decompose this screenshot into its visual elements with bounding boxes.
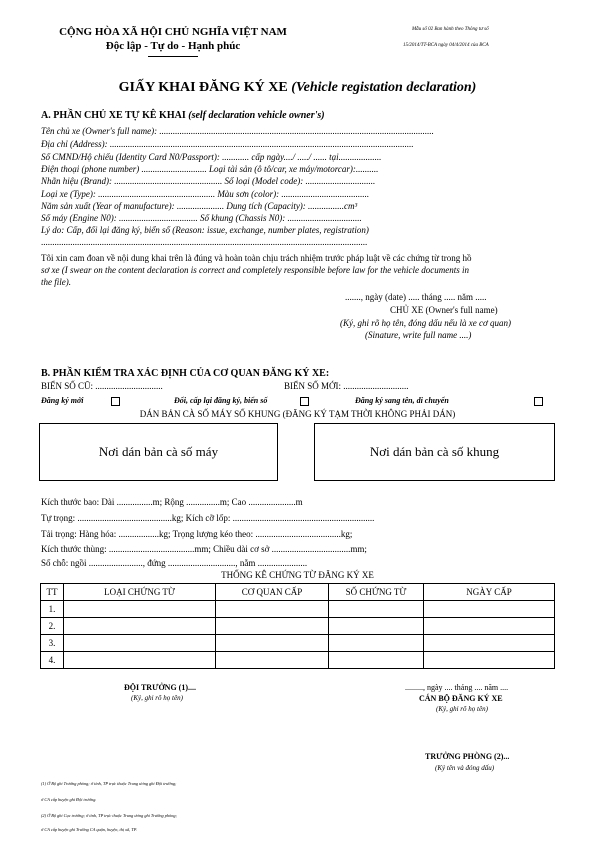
id-card-field: Số CMND/Hộ chiếu (Identity Card N0/Passport): ............ cấp ngày..../ ...../ ...... tại................... xyxy=(41,152,382,162)
form-reference-line-1: Mẫu số 02 Ban hành theo Thông tư số xyxy=(412,27,489,32)
section-a-title-en: (self declaration vehicle owner's) xyxy=(188,110,325,121)
load-capacity-field: Tải trọng: Hàng hóa: ..................kg; Trọng lượng kéo theo: ......................................kg; xyxy=(41,529,353,539)
engine-number-paste-box xyxy=(39,423,278,481)
reason-blank-line: ................................................................................................................................................. xyxy=(41,237,368,247)
option-new-registration-label: Đăng ký mới xyxy=(41,396,84,405)
team-leader-note: (Ký, ghi rõ họ tên) xyxy=(131,694,183,702)
table-row xyxy=(41,601,555,618)
cargo-wheelbase-field: Kích thước thùng: ......................................mm; Chiều dài cơ sở ...................................mm; xyxy=(41,544,367,554)
option-new-registration-checkbox[interactable] xyxy=(111,397,120,406)
owner-signature-note: (Ký, ghi rõ họ tên, đóng dấu nếu là xe cơ quan) xyxy=(340,318,512,328)
table-row xyxy=(41,618,555,635)
engine-paste-label: Nơi dán bản cà số máy xyxy=(98,444,219,459)
new-plate-field: BIỂN SỐ MỚI: ............................. xyxy=(284,381,409,391)
address-field: Địa chỉ (Address): ....................................................................................................................................... xyxy=(41,139,414,149)
republic-header: CỘNG HÒA XÃ HỘI CHỦ NGHĨA VIỆT NAM xyxy=(59,26,287,38)
table-cell[interactable] xyxy=(424,601,555,618)
title-main: GIẤY KHAI ĐĂNG KÝ XE xyxy=(118,80,288,95)
document-title xyxy=(0,80,595,96)
table-header-row xyxy=(41,584,555,601)
footnote-1-cont: ở CA cấp huyện ghi Đội trưởng. xyxy=(41,797,97,802)
section-a-heading xyxy=(41,110,325,121)
footnote-1: (1) Ở Bộ ghi Trưởng phòng; ở tỉnh, TP trực thuộc Trung ương ghi Đội trưởng; xyxy=(41,781,177,786)
option-reissue-checkbox[interactable] xyxy=(300,397,309,406)
weight-tire-field: Tự trọng: ..........................................kg; Kích cỡ lốp: ............................................................... xyxy=(41,513,375,523)
table-row xyxy=(41,635,555,652)
table-cell[interactable] xyxy=(216,652,329,669)
table-cell[interactable] xyxy=(424,635,555,652)
col-header-no: TT xyxy=(41,584,64,601)
row-number: 3. xyxy=(41,635,64,652)
footnote-2-cont: ở CA cấp huyện ghi Trưởng CA quận, huyện, thị xã, TP. xyxy=(41,827,137,832)
title-english: (Vehicle registation declaration) xyxy=(291,80,477,95)
table-cell[interactable] xyxy=(329,652,424,669)
owner-name-field: Tên chủ xe (Owner's full name): .......................................................................................................................... xyxy=(41,126,434,136)
col-header-issue-date: NGÀY CẤP xyxy=(424,584,555,601)
table-cell[interactable] xyxy=(216,601,329,618)
table-cell[interactable] xyxy=(64,601,216,618)
table-cell[interactable] xyxy=(216,635,329,652)
commitment-line-3: the file). xyxy=(41,277,71,287)
table-cell[interactable] xyxy=(64,618,216,635)
reason-field: Lý do: Cấp, đổi lại đăng ký, biển số (Reason: issue, exchange, number plates, registration) xyxy=(41,225,369,235)
year-capacity-field: Năm sản xuất (Year of manufacture): ..................... Dung tích (Capacity): ................cm³ xyxy=(41,201,358,211)
type-color-field: Loại xe (Type): .................................................... Màu sơn (color): ....................................... xyxy=(41,189,370,199)
table-cell[interactable] xyxy=(329,601,424,618)
chassis-paste-label: Nơi dán bản cà số khung xyxy=(369,444,500,459)
footnote-2: (2) Ở Bộ ghi Cục trưởng; ở tỉnh, TP trực thuộc Trung ương ghi Trưởng phòng; xyxy=(41,813,177,818)
table-cell[interactable] xyxy=(424,618,555,635)
documents-table xyxy=(40,583,555,669)
table-row xyxy=(41,652,555,669)
old-plate-field: BIỂN SỐ CŨ: .............................. xyxy=(41,381,163,391)
owner-signature-title: CHỦ XE (Owner's full name) xyxy=(390,305,498,315)
owner-signature-note-en: (Sinature, write full name ....) xyxy=(365,330,472,340)
officer-note: (Ký, ghi rõ họ tên) xyxy=(436,705,488,713)
dimensions-field: Kích thước bao: Dài ................m; Rộng ...............m; Cao .....................m xyxy=(41,497,303,507)
table-cell[interactable] xyxy=(329,635,424,652)
row-number: 4. xyxy=(41,652,64,669)
table-cell[interactable] xyxy=(216,618,329,635)
option-transfer-label: Đăng ký sang tên, di chuyển xyxy=(355,396,449,405)
officer-title: CÁN BỘ ĐĂNG KÝ XE xyxy=(419,694,503,703)
engine-chassis-field: Số máy (Engine N0): ................................... Số khung (Chassis N0): ................................. xyxy=(41,213,362,223)
commitment-line-2: sơ xe (I swear on the content declaration is correct and completely responsible before law for the vehicle documents in xyxy=(41,265,469,275)
option-transfer-checkbox[interactable] xyxy=(534,397,543,406)
option-reissue-label: Đổi, cấp lại đăng ký, biển số xyxy=(174,396,268,405)
table-cell[interactable] xyxy=(329,618,424,635)
section-a-title: A. PHẦN CHỦ XE TỰ KÊ KHAI xyxy=(41,110,186,121)
dept-head-note: (Ký tên và đóng dấu) xyxy=(435,764,495,772)
team-leader-title: ĐỘI TRƯỞNG (1).... xyxy=(124,683,196,692)
table-cell[interactable] xyxy=(64,635,216,652)
col-header-doc-type: LOẠI CHỨNG TỪ xyxy=(64,584,216,601)
phone-asset-field: Điện thoại (phone number) ............................. Loại tài sản (ô tô/car, xe máy/motorcar):.......... xyxy=(41,164,379,174)
table-cell[interactable] xyxy=(64,652,216,669)
form-reference-line-2: 15/2014/TT-BCA ngày 04/4/2014 của BCA xyxy=(403,43,489,48)
paste-instruction: DÁN BẢN CÀ SỐ MÁY SỐ KHUNG (ĐĂNG KÝ TẠM THỜI KHÔNG PHẢI DÁN) xyxy=(139,409,456,419)
dept-head-title: TRƯỞNG PHÒNG (2)... xyxy=(425,752,510,761)
col-header-issuer: CƠ QUAN CẤP xyxy=(216,584,329,601)
section-b-heading: B. PHẦN KIỂM TRA XÁC ĐỊNH CỦA CƠ QUAN ĐĂNG KÝ XE: xyxy=(41,368,330,379)
commitment-line-1: Tôi xin cam đoan về nội dung khai trên là đúng và hoàn toàn chịu trách nhiệm trước pháp luật về các chứng từ trong hồ xyxy=(41,253,472,263)
officer-date-line: ........., ngày .... tháng .... năm .... xyxy=(405,683,509,692)
owner-date-line: ......., ngày (date) ..... tháng ..... năm ..... xyxy=(345,292,487,302)
row-number: 1. xyxy=(41,601,64,618)
brand-model-field: Nhãn hiệu (Brand): ................................................ Số loại (Model code): ............................... xyxy=(41,176,376,186)
chassis-number-paste-box xyxy=(314,423,555,481)
row-number: 2. xyxy=(41,618,64,635)
table-cell[interactable] xyxy=(424,652,555,669)
seats-field: Số chỗ: ngồi ........................, đứng .............................., nằm ...................... xyxy=(41,558,308,568)
national-motto: Độc lập - Tự do - Hạnh phúc xyxy=(105,40,241,52)
motto-underline xyxy=(148,56,198,57)
documents-table-title: THỐNG KÊ CHỨNG TỪ ĐĂNG KÝ XE xyxy=(221,570,374,580)
col-header-doc-number: SỐ CHỨNG TỪ xyxy=(329,584,424,601)
